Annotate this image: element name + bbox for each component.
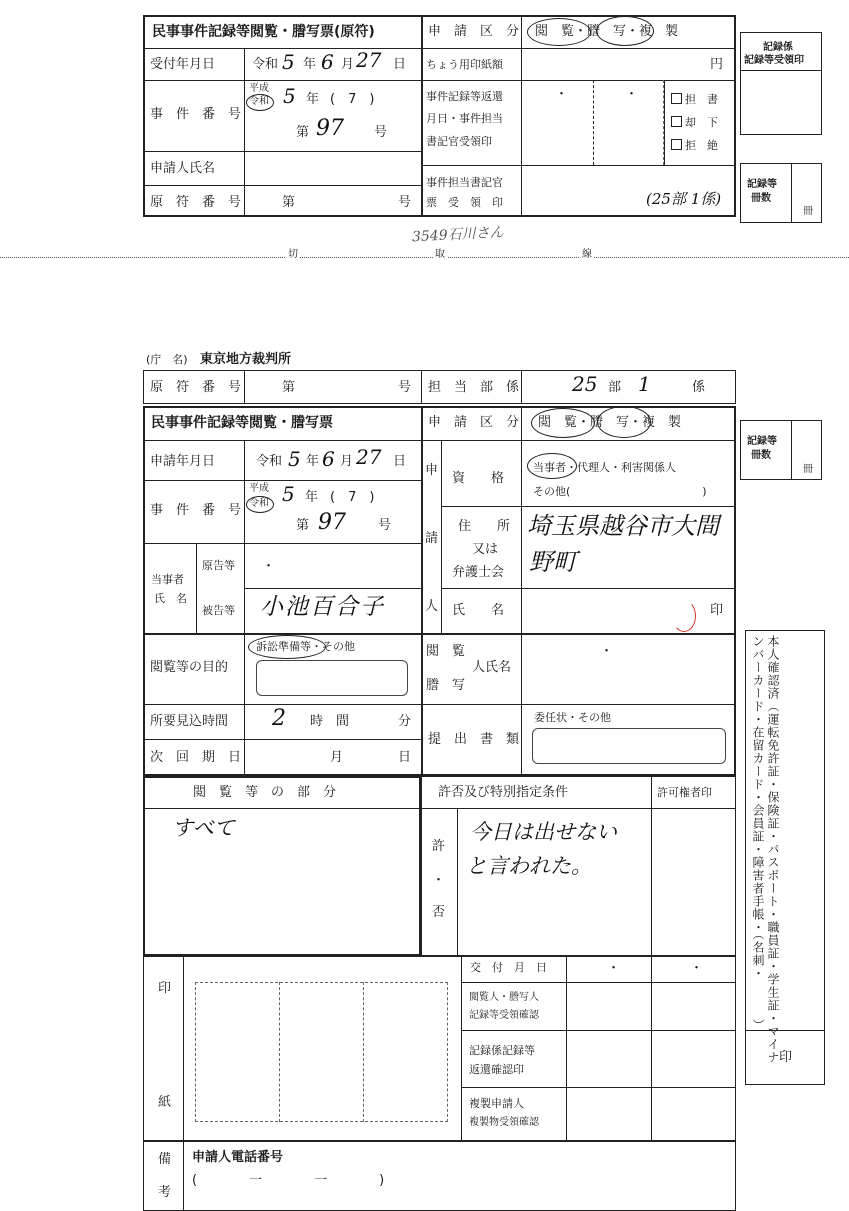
applicant-side-2: 請 — [425, 531, 439, 546]
defendant-name: 小池百合子 — [260, 594, 385, 620]
stub-return-label-1: 事件記録等返還 — [426, 90, 503, 103]
issue-date-label: 交 付 月 日 — [470, 961, 547, 974]
permit-side-1: 許 — [432, 839, 446, 854]
stub-era-heisei: 平成 — [249, 83, 269, 94]
stub-era: 令和 — [252, 57, 279, 72]
permit-note-line-1: 今日は出せない — [470, 820, 617, 844]
stub-orig-no-label: 原 符 番 号 — [150, 195, 242, 210]
plaintiff-label: 原告等 — [202, 559, 235, 572]
id-seal-box: 印 — [745, 1030, 825, 1085]
permit-label: 許否及び特別指定条件 — [438, 785, 569, 800]
case-number: 97 — [318, 510, 346, 535]
stub-opt-tansho[interactable]: 担 書 — [671, 93, 718, 105]
stub-receipt-month: 6 — [321, 50, 334, 74]
stub-case-symbol: ( 7 ) — [330, 92, 375, 107]
party-label-2: 氏 名 — [154, 592, 187, 605]
case-dai: 第 — [296, 518, 310, 533]
authority-label: 許可権者印 — [657, 786, 712, 799]
circle-party — [527, 453, 577, 479]
stub-case-dai: 第 — [296, 125, 310, 140]
section-number: 1 — [638, 372, 651, 396]
viewer-label-1: 閲 覧 — [426, 644, 466, 659]
receipt2-line-1: 記録係記録等 — [469, 1044, 535, 1057]
stub-receipt-year: 5 — [282, 50, 295, 74]
remarks-side-2: 考 — [158, 1185, 172, 1200]
stub-side-count-box: 記録等 冊数 冊 — [740, 163, 822, 223]
view-part-box — [143, 776, 421, 956]
agency-prefix: (庁 名) — [146, 353, 188, 366]
view-part-value: すべて — [172, 816, 235, 840]
stub-case-number: 97 — [316, 116, 344, 141]
permit-side-3: 否 — [432, 905, 446, 920]
viewer-dot: ・ — [600, 644, 614, 659]
cut-label-3: 線 — [582, 249, 592, 260]
stub-orig-dai: 第 — [282, 195, 296, 210]
stub-nen: 年 — [303, 57, 317, 72]
stub-circle-view — [527, 18, 591, 46]
stub-side-receipt-box: 記録係 記録等受領印 — [740, 32, 822, 135]
viewer-label-3: 謄 写 — [426, 678, 466, 693]
case-year: 5 — [282, 482, 295, 506]
era-heisei: 平成 — [249, 483, 269, 494]
case-nen: 年 — [305, 490, 319, 505]
stub-opt-kyakka[interactable]: 却 下 — [671, 116, 718, 128]
agency-name: 東京地方裁判所 — [200, 352, 292, 367]
dept-number: 25 — [572, 372, 598, 396]
stub-return-dot-2: ・ — [625, 87, 639, 102]
circle-reiwa — [246, 496, 274, 513]
case-symbol: ( 7 ) — [330, 490, 375, 505]
stub-stamp-fee-label: ちょう用印紙額 — [426, 58, 503, 71]
stub-orig-go: 号 — [398, 195, 412, 210]
stub-apply-type: 閲 覧・謄 写・複 製 — [535, 24, 679, 39]
apply-type-label: 申 請 区 分 — [428, 415, 520, 430]
next-month: 月 — [330, 750, 344, 765]
side-count-box: 記録等 冊数 冊 — [740, 420, 822, 480]
view-part-label: 閲 覧 等 の 部 分 — [193, 785, 337, 800]
revenue-stamp-box — [195, 982, 448, 1122]
applicant-side-3: 人 — [425, 599, 439, 614]
apply-nichi: 日 — [393, 454, 407, 469]
apply-nen: 年 — [306, 454, 320, 469]
viewer-label-2: 人氏名 — [472, 660, 512, 675]
stub-applicant-label: 申請人氏名 — [150, 161, 216, 176]
time-hour-unit: 時 間 — [310, 714, 350, 729]
orig-go: 号 — [398, 380, 412, 395]
address-label-2: 又は — [472, 542, 499, 557]
cut-label-1: 切 — [288, 249, 298, 260]
defendant-label: 被告等 — [202, 604, 235, 617]
address-label-3: 弁護士会 — [452, 565, 505, 580]
next-date-label: 次 回 期 日 — [150, 750, 242, 765]
address-line-2: 野町 — [529, 548, 577, 576]
stub-gatsu: 月 — [341, 57, 355, 72]
qual-options: 当事者・代理人・利害関係人 — [533, 461, 676, 474]
stub-return-dot-1: ・ — [555, 87, 569, 102]
issue-dot-2: ・ — [690, 961, 704, 976]
permit-side-2: ・ — [432, 873, 446, 888]
stub-era-reiwa: 令和 — [249, 96, 269, 107]
receipt2-line-2: 返還確認印 — [469, 1063, 524, 1076]
name-label: 氏 名 — [452, 603, 505, 618]
stub-clerk-label-1: 事件担当書記官 — [426, 176, 503, 189]
stub-clerk-dept: (25部 1係) — [646, 190, 722, 208]
purpose-bracket — [256, 660, 408, 696]
docs-label: 提 出 書 類 — [428, 732, 520, 747]
applicant-side-1: 申 — [425, 463, 439, 478]
address-label-1: 住 所 — [458, 519, 511, 534]
apply-gatsu: 月 — [340, 454, 354, 469]
stub-nichi: 日 — [393, 57, 407, 72]
apply-era: 令和 — [256, 454, 283, 469]
dept-label: 担 当 部 係 — [428, 380, 520, 395]
stub-receipt-date-label: 受付年月日 — [150, 57, 216, 72]
stub-circle-copy — [596, 16, 654, 46]
stub-circle-reiwa — [246, 94, 274, 111]
circle-copy — [597, 406, 651, 438]
time-label: 所要見込時間 — [150, 714, 229, 729]
address-line-1: 埼玉県越谷市大間 — [527, 512, 719, 540]
stub-apply-type-label: 申 請 区 分 — [428, 24, 520, 39]
orig-no-label: 原 符 番 号 — [150, 380, 242, 395]
id-check-box — [745, 630, 825, 1085]
time-hours: 2 — [272, 706, 286, 731]
dept-bu: 部 — [608, 380, 622, 395]
receipt1-line-1: 閲覧人・謄写人 — [469, 992, 539, 1003]
stub-title: 民事事件記録等閲覧・謄写票(原符) — [152, 24, 375, 40]
qual-label: 資 格 — [452, 471, 505, 486]
circle-view — [531, 408, 595, 438]
section-kakari: 係 — [692, 380, 706, 395]
era-reiwa: 令和 — [249, 498, 269, 509]
issue-dot-1: ・ — [607, 961, 621, 976]
stub-case-year: 5 — [283, 84, 296, 108]
docs-bracket — [532, 728, 726, 764]
plaintiff-value: ・ — [262, 559, 276, 574]
apply-type: 閲 覧・謄 写・複 製 — [538, 415, 682, 430]
main-title: 民事事件記録等閲覧・謄写票 — [151, 415, 333, 431]
stub-case-no-label: 事 件 番 号 — [150, 107, 242, 122]
purpose-label: 閲覧等の目的 — [150, 660, 229, 675]
next-day: 日 — [398, 750, 412, 765]
receipt1-line-2: 記録等受領確認 — [469, 1010, 539, 1021]
apply-month: 6 — [322, 447, 335, 471]
circle-purpose — [248, 635, 326, 659]
stub-return-label-2: 月日・事件担当 — [426, 112, 503, 125]
apply-day: 27 — [356, 445, 382, 469]
stub-yen: 円 — [710, 57, 724, 72]
stub-opt-kyozetsu[interactable]: 拒 絶 — [671, 139, 718, 151]
receipt3-line-1: 複製申請人 — [469, 1097, 524, 1110]
seal-side-2: 紙 — [158, 1095, 172, 1110]
purpose-options: 訴訟準備等・その他 — [256, 640, 355, 653]
red-seal-mark — [672, 600, 696, 632]
qual-other: その他( ) — [533, 485, 707, 498]
apply-date-label: 申請年月日 — [150, 454, 216, 469]
seal-side-1: 印 — [158, 981, 172, 996]
case-no-label: 事 件 番 号 — [150, 503, 242, 518]
permit-note-line-2: と言われた。 — [466, 854, 592, 878]
stub-case-go: 号 — [374, 125, 388, 140]
stub-return-label-3: 書記官受領印 — [426, 135, 492, 148]
docs-options: 委任状・その他 — [534, 711, 611, 724]
time-minute-unit: 分 — [398, 714, 412, 729]
stub-receipt-day: 27 — [356, 48, 382, 72]
phone-format: ( 一 一 ) — [192, 1173, 385, 1188]
remarks-side-1: 備 — [158, 1152, 172, 1167]
party-label-1: 当事者 — [151, 573, 184, 586]
name-seal: 印 — [710, 603, 724, 618]
case-go: 号 — [378, 518, 392, 533]
orig-dai: 第 — [282, 380, 296, 395]
stub-handwritten-note: 3549石川さん — [411, 224, 504, 246]
apply-year: 5 — [288, 447, 301, 471]
phone-label: 申請人電話番号 — [192, 1150, 284, 1165]
receipt3-line-2: 複製物受領確認 — [469, 1117, 539, 1128]
cut-line — [0, 257, 849, 258]
id-check-text: 本人確認済（運転免許証・保険証・パスポート・職員証・学生証・マイナンバーカード・在留カード・会員証・障害者手帳・（名刺・ ） — [751, 635, 780, 1064]
cut-label-2: 取 — [435, 249, 445, 260]
stub-case-nen: 年 — [306, 92, 320, 107]
stub-clerk-label-2: 票 受 領 印 — [426, 196, 503, 209]
